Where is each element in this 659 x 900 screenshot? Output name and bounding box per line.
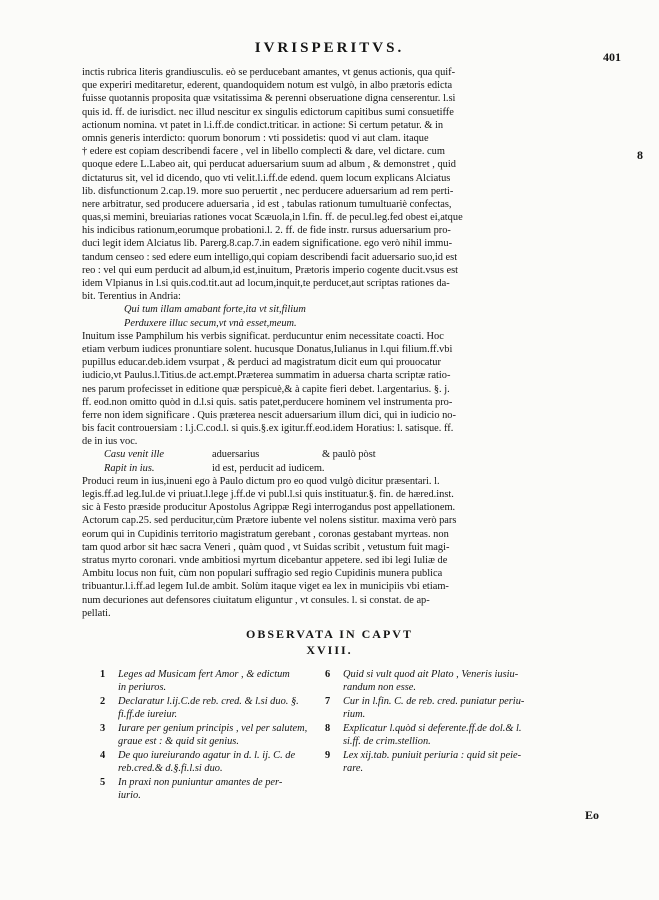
index-entry-number: 3 bbox=[100, 722, 106, 734]
text-line: inctis rubrica literis grandiusculis. eò se perducebant amantes, vt genus actionis, qua quif- bbox=[82, 67, 456, 78]
index-entry-text: in periuros. bbox=[118, 682, 167, 694]
index-entry-text: Explicatur l.quòd si deferente.ff.de dol.& l. bbox=[343, 722, 522, 734]
index-entry-text: Leges ad Musicam fert Amor , & edictum bbox=[118, 669, 290, 680]
text-line: pupillus educar.deb.idem vsurpat , & perduci ad magistratum dicit eum qui prouocatur bbox=[82, 357, 441, 369]
index-entry-number: 5 bbox=[100, 776, 106, 788]
index-entry-text: graue est : & quid sit genius. bbox=[118, 736, 239, 748]
quotation-row bbox=[82, 462, 582, 475]
paragraph-block-3 bbox=[82, 475, 582, 620]
text-line: Produci reum in ius,inueni ego à Paulo dictum pro eo quod vulgò dicitur præsentari. l. bbox=[82, 475, 440, 487]
text-line: etiam verbum iudices pronuntiare solent. hucusque Donatus,Iulianus in l.qui filium.ff.vbi bbox=[82, 343, 453, 355]
index-entry-text: randum non esse. bbox=[343, 682, 417, 694]
running-title: IVRISPERITVS. bbox=[254, 40, 405, 56]
index-entry bbox=[100, 749, 310, 775]
text-line: duci legit idem Alciatus lib. Parerg.8.cap.7.in eadem significatione. ego verò nihil immu- bbox=[82, 238, 453, 250]
index-entry-text: rium. bbox=[343, 709, 366, 721]
text-line: quas,si memini, breuiarias rationes vocat Scæuola,in l.fin. ff. de pecul.leg.fed obest ei,atque bbox=[82, 212, 463, 224]
marginal-note-number: 8 bbox=[637, 148, 643, 162]
index-entry-number: 2 bbox=[100, 695, 106, 707]
text-line: bis facit controuersiam : l.j.C.cod.l. si quis.§.ex igitur.ff.eod.idem Horatius: l. satisque. ff. bbox=[82, 423, 454, 435]
index-entry-text: Cur in l.fin. C. de reb. cred. puniatur periu- bbox=[343, 695, 525, 707]
index-entry bbox=[325, 749, 540, 775]
text-line: num decuriones aut defensores ciuitatum eliguntur , vt consules. l. si constat. de ap- bbox=[82, 594, 430, 606]
text-line: omnis generis interdicto: quorum bonorum : vti possidetis: quod vi aut clam. itaque bbox=[82, 132, 429, 144]
index-entry-number: 6 bbox=[325, 669, 331, 680]
horace-quotation bbox=[82, 448, 582, 474]
index-entry bbox=[100, 722, 310, 748]
index-entry bbox=[325, 695, 540, 721]
text-line: tandum censeo : sed edere eum intelligo,qui copiam describendi facit aduersario suo,id est bbox=[82, 251, 458, 263]
index-entry bbox=[325, 722, 540, 748]
text-line: Inuitum isse Pamphilum his verbis significat. perducuntur enim necessitate coacti. Hoc bbox=[82, 330, 444, 342]
text-line: tam quod arbor sit hæc sacra Veneri , quàm quod , vt Suidas scribit , vetustum fuit magi- bbox=[82, 541, 450, 553]
text-line: nere arbitratur, sed producere aduersaria , id est , tabulas rationum tumultuariè confectas, bbox=[82, 198, 452, 210]
section-subheading: XVIII. bbox=[306, 643, 353, 657]
index-entry-text: reb.cred.& d.§.fi.l.si duo. bbox=[118, 762, 223, 774]
text-line: eorum qui in Cupidinis territorio magistratum gerebant , coronas gestabant myrteas. non bbox=[82, 528, 449, 540]
index-entry-text: Quid si vult quod ait Plato , Veneris iusiu- bbox=[343, 669, 519, 680]
text-line: de in ius voc. bbox=[82, 436, 138, 448]
text-line: quoque edere L.Labeo ait, qui perducat aduersarium suum ad album , & demonstret , quid bbox=[82, 159, 456, 171]
text-line: his indicibus rationum,eorumque probationi.l. 2. ff. de fide instr. rursus aduersarium pro- bbox=[82, 225, 451, 237]
text-line: lib. disfunctionum 2.cap.19. more suo peruertit , nec perducere aduersarium ad rem perti- bbox=[82, 185, 454, 197]
text-line: dictaturus sit, vel id dicendo, quo vti velit.l.i.ff.de edend. quem locum explicans Alciatus bbox=[82, 172, 451, 184]
text-line: ferre non idem significare . Quis præterea nescit aduersarium illum dici, qui in iudicio no- bbox=[82, 409, 456, 421]
index-entry-text: De quo iureiurando agatur in d. l. ij. C. de bbox=[118, 749, 296, 761]
quotation-cell: id est, perducit ad iudicem. bbox=[212, 462, 325, 474]
text-line: legis.ff.ad leg.Iul.de vi priuat.l.lege j.ff.de vi publ.l.si quis instituatur.§. fin. de hæred.inst. bbox=[82, 489, 454, 500]
quotation-cell: Casu venit ille bbox=[104, 449, 165, 461]
index-entry-text: Lex xij.tab. puniuit periuria : quid sit peie- bbox=[343, 749, 522, 761]
index-entry-number: 7 bbox=[325, 695, 331, 707]
index-entry bbox=[325, 668, 540, 694]
verse-line: Qui tum illam amabant forte,ita vt sit,filium bbox=[124, 304, 306, 316]
text-line: tribuantur.l.i.ff.ad legem Iul.de ambit. Solùm itaque viget ea lex in municipiis vbi etiam- bbox=[82, 581, 449, 593]
text-line: nes parum profecisset in editione quæ perspicuè,& à capite fieri debet. l.argentarius. §. j. bbox=[82, 383, 450, 395]
text-line: iudicio,vt Paulus.l.Titius.de act.empt.Præterea summatim in aduersa charta scriptæ ratio- bbox=[82, 370, 451, 382]
text-line: fuisse quotannis proposita quæ vsitatissima & perenni obseruatione digna censerentur. l.si bbox=[82, 93, 456, 105]
text-line: pellati. bbox=[82, 607, 111, 619]
paragraph-block-1 bbox=[82, 66, 582, 303]
verse-quotation bbox=[82, 303, 582, 329]
section-heading: OBSERVATA IN CAPVT bbox=[246, 627, 413, 641]
index-entry-text: In praxi non puniuntur amantes de per- bbox=[118, 776, 283, 788]
paragraph-block-2 bbox=[82, 330, 582, 449]
text-line: actionum nomina. vt patet in l.i.ff.de condict.triticar. in actione: Si certum petatur. & in bbox=[82, 119, 444, 131]
index-entry-text: si.ff. de crim.stellion. bbox=[343, 736, 431, 748]
index-entry-text: rare. bbox=[343, 762, 364, 774]
text-line: Ambitu locus non fuit, cùm non populari suffragio sed regio Cupidinis munera publica bbox=[82, 568, 443, 580]
text-line: idem Vlpianus in l.si quis.cod.tit.aut ad locum,inquit,te perducet,aut scriptas rationes da- bbox=[82, 278, 450, 289]
index-entry-number: 4 bbox=[100, 749, 106, 761]
body-text bbox=[82, 66, 582, 620]
quotation-row bbox=[82, 448, 582, 461]
quotation-cell: & paulò pòst bbox=[322, 449, 376, 461]
index-column-right bbox=[325, 668, 540, 776]
page-number: 401 bbox=[603, 50, 621, 64]
index-entry-text: fi.ff.de iureiur. bbox=[118, 709, 178, 721]
text-line: que experiri meditaretur, ederent, quandoquidem notum est vulgò, in albo prætoris edicta bbox=[82, 80, 453, 92]
index-entry bbox=[100, 668, 310, 694]
index-entry bbox=[100, 695, 310, 721]
text-line: Actorum cap.25. sed perducitur,cùm Prætore iubente vel nolens sistitur. maxima verò pars bbox=[82, 515, 457, 527]
index-entry-number: 9 bbox=[325, 749, 331, 761]
index-entry-number: 8 bbox=[325, 722, 331, 734]
text-line: † edere est copiam describendi facere , vel in libello complecti & dare, vel dictare. cum bbox=[82, 146, 445, 158]
verse-line: Perduxere illuc secum,vt vnà esset,meum. bbox=[124, 317, 297, 329]
text-line: ff. eod.non omitto quòd in d.l.si quis. satis patet,perducere hominem vel instrumenta pro- bbox=[82, 396, 453, 408]
index-entry bbox=[100, 776, 310, 802]
index-entry-text: iurio. bbox=[118, 789, 141, 801]
text-line: stratus myrto coronari. vnde ambitiosi myrtum dicebantur appetere. sed ibi legi Iuliæ de bbox=[82, 554, 448, 566]
quotation-cell: Rapit in ius. bbox=[104, 462, 155, 474]
index-entry-number: 1 bbox=[100, 669, 106, 680]
text-line: quis id. ff. de iurisdict. nec illud nescitur ex singulis edictorum capitibus sumi consuetiffe bbox=[82, 106, 454, 118]
text-line: reo : vel qui eum perducit ad album,id est,inuitum, Prætoris imperio cogente ducit.vsus est bbox=[82, 264, 459, 276]
index-entry-text: Iurare per genium principis , vel per salutem, bbox=[118, 722, 308, 734]
catchword: Eo bbox=[584, 808, 599, 822]
text-line: bit. Terentius in Andria: bbox=[82, 291, 181, 303]
text-line: sic à Festo præside producitur Apostolus Agrippæ Regi interrogandus post appellationem. bbox=[82, 502, 456, 514]
index-entry-text: Declaratur l.ij.C.de reb. cred. & l.si duo. §. bbox=[118, 695, 299, 707]
index-column-left bbox=[100, 668, 310, 803]
quotation-cell: aduersarius bbox=[212, 449, 260, 461]
